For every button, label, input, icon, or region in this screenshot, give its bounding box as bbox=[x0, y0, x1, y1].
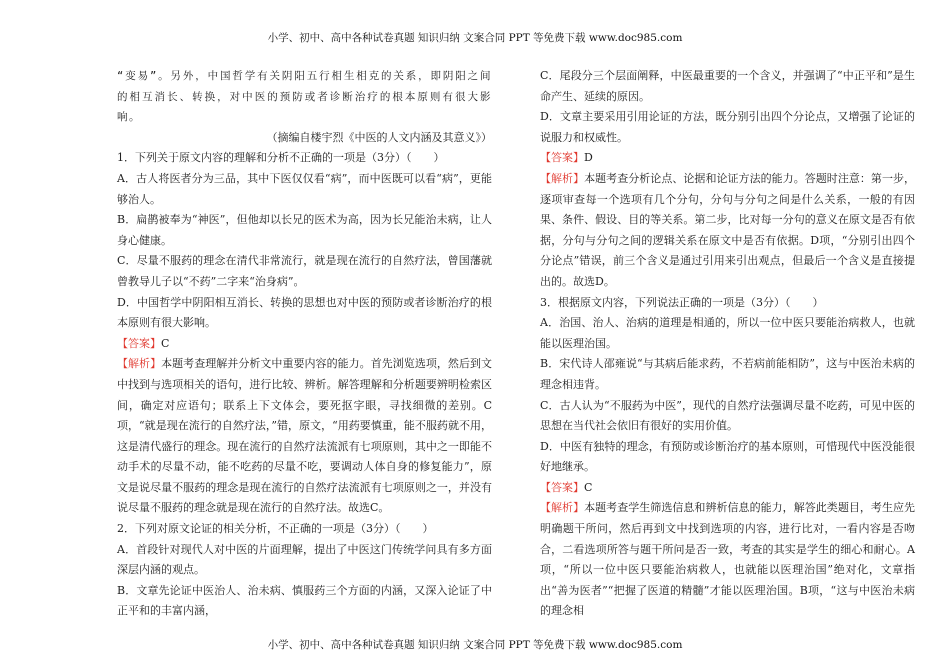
analysis-tag: 【解析】 bbox=[117, 357, 162, 371]
question-1-option-c: C．尽量不服药的理念在清代非常流行，就是现在流行的自然疗法，曾国藩就曾教导儿子以“不药”二字来“治身病”。 bbox=[117, 254, 492, 288]
question-3-option-c: C．古人认为“不服药为中医”，现代的自然疗法强调尽量不吃药，可见中医的思想在当代社会依旧有很好的实用价值。 bbox=[540, 398, 915, 433]
question-2-analysis bbox=[540, 169, 915, 293]
answer-value: D bbox=[584, 151, 593, 165]
answer-tag: 【答案】 bbox=[540, 480, 584, 494]
analysis-tag: 【解析】 bbox=[540, 171, 585, 185]
question-1-option-a: A．古人将医者分为三品，其中下医仅仅看“病”，而中医既可以看“病”，更能够治人。 bbox=[117, 171, 492, 206]
left-column bbox=[117, 66, 492, 622]
question-3-option-a: A．治国、治人、治病的道理是相通的，所以一位中医只要能治病救人，也就能以医理治国。 bbox=[540, 316, 915, 350]
answer-value: C bbox=[161, 336, 170, 350]
question-3-option-d: D．中医有独特的理念，有预防或诊断治疗的基本原则，可惜现代中医没能很好地继承。 bbox=[540, 439, 915, 474]
question-3-stem: 3．根据原文内容，下列说法正确的一项是（3分）（ ） bbox=[540, 295, 824, 309]
question-1-option-d: D．中国哲学中阴阳相互消长、转换的思想也对中医的预防或者诊断治疗的根本原则有很大影响。 bbox=[117, 295, 492, 330]
answer-tag: 【答案】 bbox=[540, 151, 584, 165]
analysis-text: 本题考查理解并分析文中重要内容的能力。首先浏览选项，然后到文中找到与选项相关的语句，进行比较、辨析。解答理解和分析题要辨明检索区间，确定对应语句；联系上下文体会，要死抠字眼，寻找细微的差别。C项，“就是现在流行的自然疗法，”错，原文，“用药要慎重，能不服药就不用，这是清代盛行的理念。现在流行的自然疗法流派有七项原则，其中之一即能不动手术的尽量不动，能不吃药的尽量不吃，要调动人体自身的修复能力”，原文是说尽量不服药的理念是现在流行的自然疗法流派有七项原则之一，并没有说尽量不服药的理念就是现在流行的自然疗法。故选C。 bbox=[117, 357, 493, 515]
question-2-option-d: D．文章主要采用引用论证的方法，既分别引出四个分论点，又增强了论证的说服力和权威性。 bbox=[540, 110, 915, 144]
analysis-text: 本题考查分析论点、论据和论证方法的能力。答题时注意：第一步，逐项审查每一个选项有几个分句，分句与分句之间是什么关系，一般的有因果、条件、假设、目的等关系。第二步，比对每一分句的意义在原文是否有依据，分句与分句之间的逻辑关系在原文中是否有依据。D项，“分别引出四个分论点”错误，前三个含义是通过引用来引出观点，但最后一个含义是直接提出的。故选D。 bbox=[540, 171, 916, 288]
question-3-analysis bbox=[540, 498, 915, 622]
right-column bbox=[540, 66, 915, 622]
question-3-option-b: B．宋代诗人邵雍说“与其病后能求药，不若病前能相防”，这与中医治未病的理念相违背。 bbox=[540, 357, 915, 391]
passage-end: “变易”。另外，中国哲学有关阴阳五行相生相克的关系，即阴阳之间的相互消长、转换，对中医的预防或者诊断治疗的根本原则有很大影响。 bbox=[117, 70, 492, 124]
question-2-option-c: C．尾段分三个层面阐释，中医最重要的一个含义，并强调了“中正平和”是生命产生、延续的原因。 bbox=[540, 69, 915, 103]
passage-source: （摘编自楼宇烈《中医的人文内涵及其意义》） bbox=[266, 130, 492, 144]
question-1-analysis bbox=[117, 354, 492, 519]
question-2-answer bbox=[540, 148, 915, 169]
question-1-option-b: B．扁鹊被奉为“神医”，但他却以长兄的医术为高，因为长兄能治未病，让人身心健康。 bbox=[117, 213, 492, 247]
question-1-stem: 1．下列关于原文内容的理解和分析不正确的一项是（3分）（ ） bbox=[117, 151, 445, 165]
question-2-stem: 2．下列对原文论证的相关分析，不正确的一项是（3分）（ ） bbox=[117, 522, 434, 536]
page-header-watermark: 小学、初中、高中各种试卷真题 知识归纳 文案合同 PPT 等免费下载 www.doc985.com bbox=[267, 32, 683, 44]
analysis-text: 本题考查学生筛选信息和辨析信息的能力，解答此类题目，考生应先明确题干所问，然后再到文中找到选项的内容，进行比对，一看内容是否吻合，二看选项所答与题干所问是否一致，考查的其实是学生的细心和耐心。A项，“所以一位中医只要能治病救人，也就能以医理治国”绝对化，文章指出“善为医者”“把握了医道的精髓”才能以医理治国。B项，“这与中医治未病的理念相 bbox=[540, 501, 916, 618]
question-2-option-a: A．首段针对现代人对中医的片面理解，提出了中医这门传统学问具有多方面深层内涵的观点。 bbox=[117, 542, 492, 577]
answer-value: C bbox=[584, 480, 593, 494]
analysis-tag: 【解析】 bbox=[540, 501, 585, 515]
question-3-answer bbox=[540, 478, 915, 499]
question-1-answer bbox=[117, 334, 492, 355]
answer-tag: 【答案】 bbox=[117, 336, 161, 350]
question-2-option-b: B．文章先论证中医治人、治未病、慎服药三个方面的内涵，又深入论证了中正平和的丰富内涵， bbox=[117, 583, 492, 618]
page-footer-watermark: 小学、初中、高中各种试卷真题 知识归纳 文案合同 PPT 等免费下载 www.doc985.com bbox=[267, 639, 683, 651]
